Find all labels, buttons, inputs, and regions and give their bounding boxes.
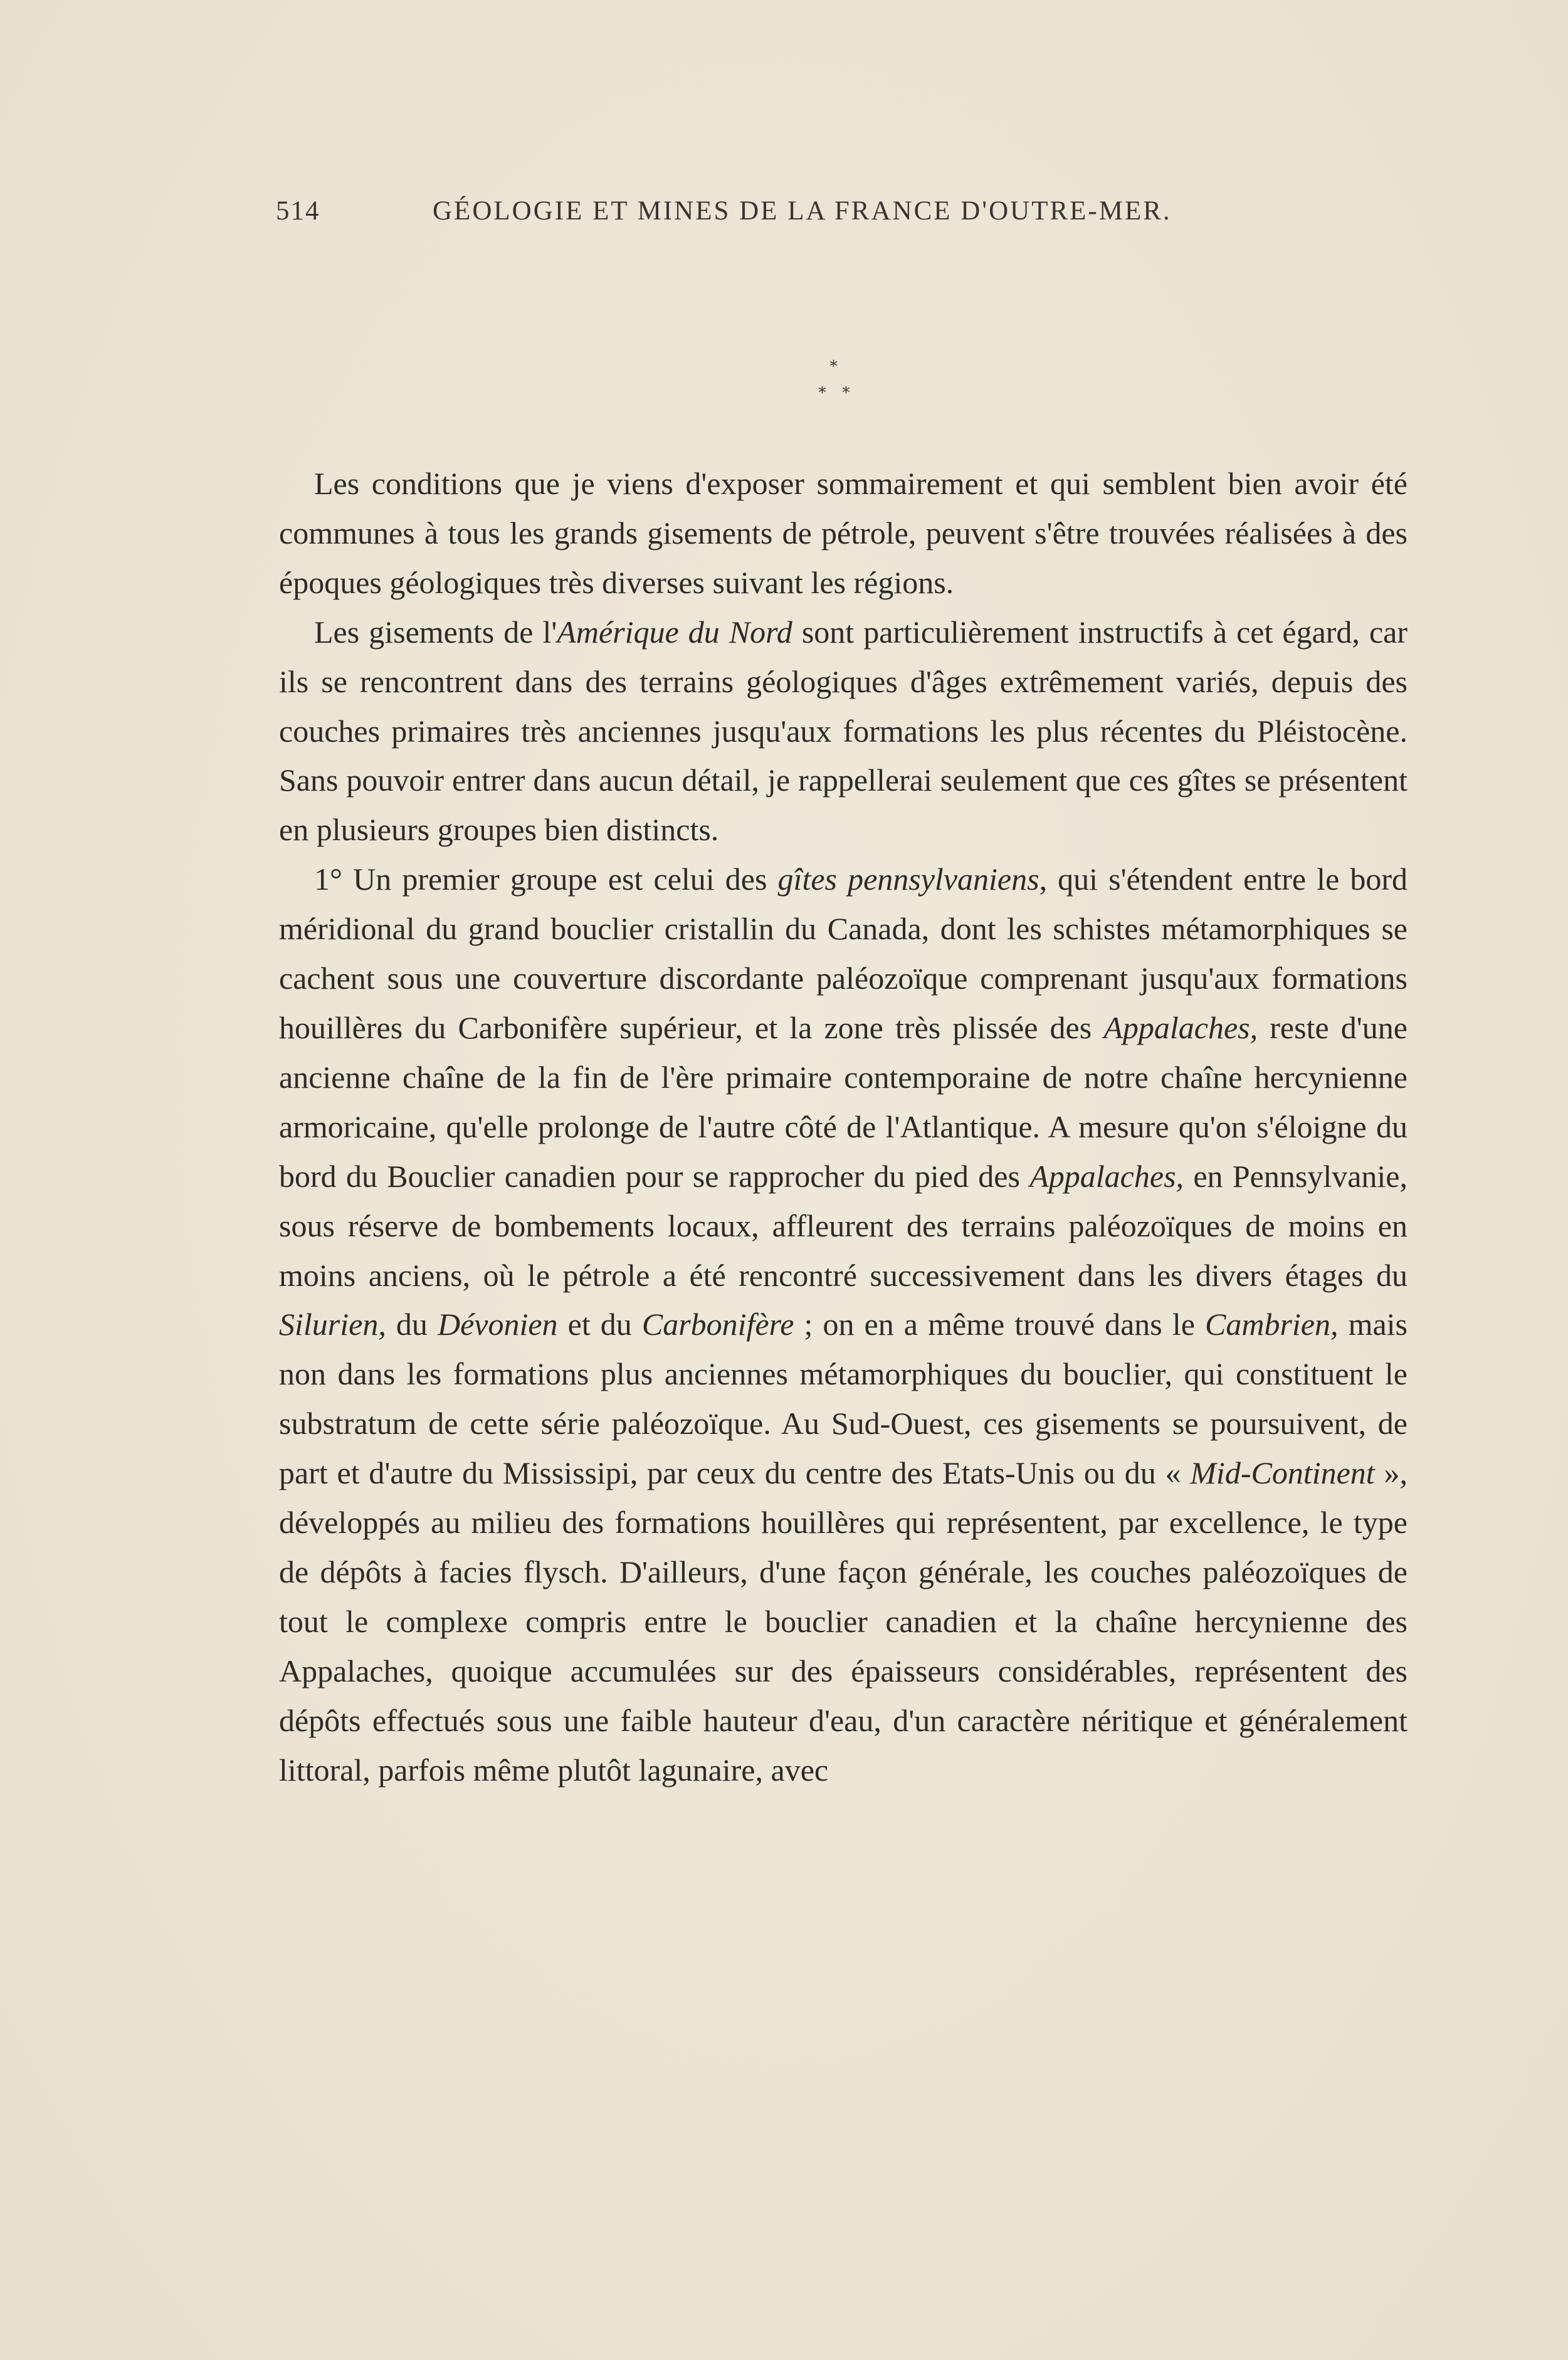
text-run: », développés au milieu des formations houillères qui représentent, par excellence, le type de dépôts à facies flysch. D'ailleurs, d'une façon générale, les couches paléozoïques de tout le complexe compris entre le bouclier canadien et la chaîne hercynienne des Appalaches, quoique accumulées sur des épaisseurs considérables, représentent des dépôts effectués sous une faible hauteur d'eau, d'un caractère néritique et généralement littoral, parfois même plutôt lagunaire, avec	[279, 1455, 1408, 1788]
text-run: 1° Un premier groupe est celui des	[314, 861, 778, 897]
text-run: Les conditions que je viens d'exposer sommairement et qui semblent bien avoir été communes à tous les grands gisements de pétrole, peuvent s'être trouvées réalisées à des époques géologiques très diverses suivant les régions.	[279, 466, 1408, 600]
paragraph-north-america	[279, 608, 1408, 855]
italic-term: Dévonien	[437, 1307, 558, 1342]
text-run: , qui s'étendent entre le bord méridional du grand bouclier cristallin du Canada, dont les schistes métamorphiques se cachent sous une couverture discordante paléozoïque comprenant jusqu'aux formations houillères du Carbonifère supérieur, et la zone très plissée des	[279, 861, 1408, 1045]
italic-term: Silurien,	[279, 1307, 386, 1342]
italic-term: Mid-Continent	[1190, 1455, 1375, 1491]
paragraph-intro	[279, 459, 1408, 608]
text-run: ; on en a même trouvé dans le	[794, 1307, 1205, 1342]
text-run: reste d'une ancienne chaîne de la fin de l'ère primaire contemporaine de notre chaîne hercynienne armoricaine, qu'elle prolonge de l'autre côté de l'Atlantique. A mesure qu'on s'éloigne du bord du Bouclier canadien pour se rapprocher du pied des	[279, 1009, 1408, 1194]
text-run: sont particulièrement instructifs à cet égard, car ils se rencontrent dans des terrains géologiques d'âges extrêmement variés, depuis des couches primaires très anciennes jusqu'aux formations les plus récentes du Pléistocène. Sans pouvoir entrer dans aucun détail, je rappellerai seulement que ces gîtes se présentent en plusieurs groupes bien distincts.	[279, 614, 1408, 848]
text-run: en Pennsylvanie, sous réserve de bombements locaux, affleurent des terrains paléozoïques de moins en moins anciens, où le pétrole a été rencontré successivement dans les divers étages du	[279, 1158, 1408, 1293]
running-head	[276, 196, 1229, 246]
asterism-star-icon: *	[842, 384, 850, 403]
page-number: 514	[276, 196, 320, 226]
italic-term: Cambrien,	[1205, 1307, 1339, 1342]
text-run: et du	[557, 1307, 642, 1342]
body-text	[279, 459, 1408, 1794]
asterism-star-icon: *	[829, 357, 838, 376]
asterism-ornament	[812, 357, 868, 408]
text-run: Les gisements de l'	[314, 614, 557, 650]
text-run: mais non dans les formations plus anciennes métamorphiques du bouclier, qui constituent le substratum de cette série paléozoïque. Au Sud-Ouest, ces gisements se poursuivent, de part et d'autre du Mississipi, par ceux du centre des Etats-Unis ou du «	[279, 1307, 1408, 1491]
italic-term: Appalaches,	[1103, 1009, 1258, 1045]
italic-term: gîtes pennsylvaniens	[777, 861, 1039, 897]
text-run: du	[386, 1307, 438, 1342]
italic-term: Appalaches,	[1029, 1158, 1184, 1194]
paragraph-pennsylvanian-group	[279, 855, 1408, 1794]
italic-term: Amérique du Nord	[557, 614, 792, 650]
asterism-star-icon: *	[818, 384, 826, 403]
running-title: GÉOLOGIE ET MINES DE LA FRANCE D'OUTRE-MER.	[433, 196, 1172, 226]
italic-term: Carbonifère	[641, 1307, 794, 1342]
